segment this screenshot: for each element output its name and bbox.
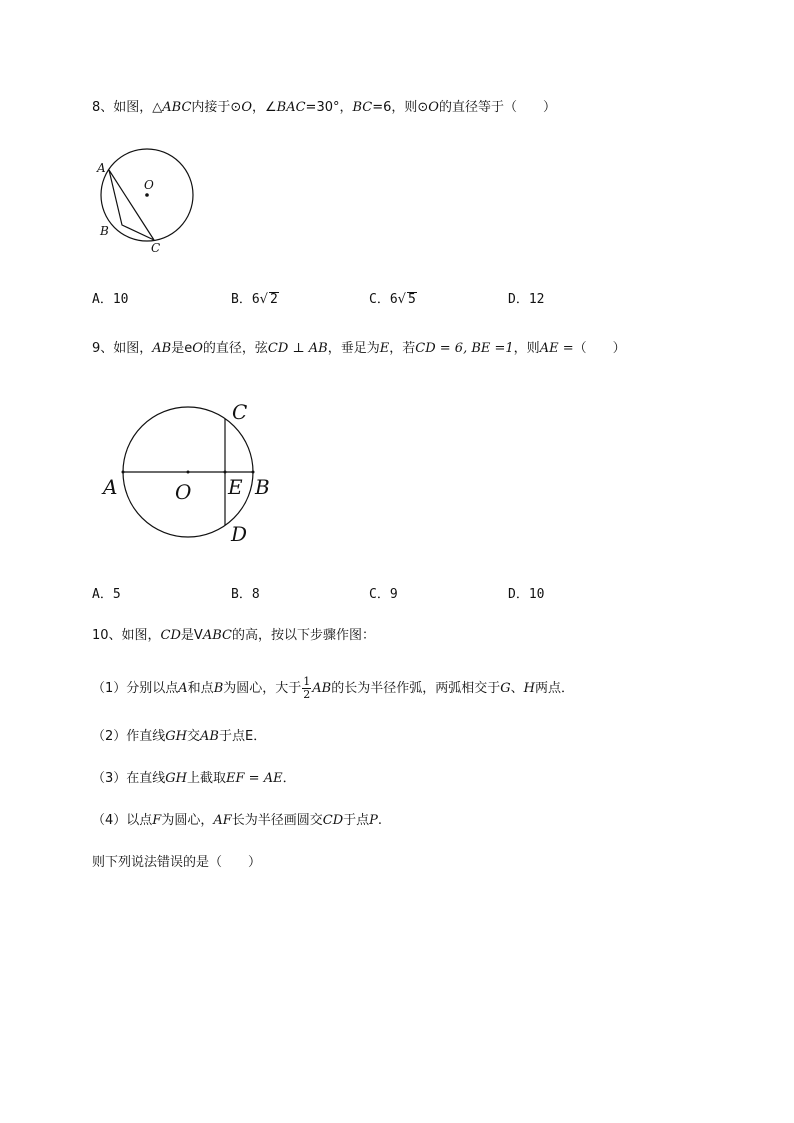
q8-option-a[interactable]: A．10 (92, 292, 129, 307)
q10-step-1: （1）分别以点A和点B为圆心，大于 $\frac{1}{2}$ AB的长为半径作弧，两弧相交于G、H两点． (92, 675, 574, 701)
q8-figure (92, 150, 212, 260)
q8-option-b[interactable]: B．6√ 2 (231, 292, 278, 307)
q10-step-3: （3）在直线GH上截取EF = AE． (92, 771, 296, 786)
q9-option-a[interactable]: A．5 (92, 587, 121, 602)
q8-label-c: C (151, 241, 161, 255)
q9-label-c: C (232, 400, 248, 424)
q8-label-a: A (97, 161, 106, 175)
q9-label-b: B (255, 475, 270, 499)
q9-point-b (252, 471, 255, 474)
q10-step-2: （2）作直线GH交AB于点E． (92, 729, 267, 744)
q9-label-d: D (231, 522, 248, 546)
q8-label-o: O (144, 178, 154, 192)
q9-option-b[interactable]: B．8 (231, 587, 260, 602)
q8-stem: 8、如图，△ABC内接于⊙O，∠BAC=30°，BC=6，则⊙O的直径等于（ ） (92, 100, 556, 115)
q9-label-o: O (175, 480, 192, 504)
q9-option-c[interactable]: C．9 (369, 587, 398, 602)
q9-center-dot (187, 471, 190, 474)
q8-option-d[interactable]: D．12 (508, 292, 545, 307)
q9-label-a: A (103, 475, 118, 499)
q10-fraction-half: $\frac{1}{2}$ (303, 675, 311, 701)
q10-step-4: （4）以点F为圆心，AF长为半径画圆交CD于点P. (92, 813, 383, 828)
q8-label-b: B (100, 224, 109, 238)
q9-point-e (224, 471, 227, 474)
q8-option-c[interactable]: C．6√ 5 (369, 292, 416, 307)
q9-figure (100, 398, 280, 548)
q9-stem: 9、如图，AB是eO的直径，弦CD ⊥ AB，垂足为E，若CD = 6, BE =1，则AE =（ ） (92, 341, 626, 356)
q9-point-a (122, 471, 125, 474)
q10-question: 则下列说法错误的是（ ） (92, 855, 262, 870)
q9-label-e: E (228, 475, 243, 499)
q9-option-d[interactable]: D．10 (508, 587, 545, 602)
q8-center-dot (145, 193, 149, 197)
q10-intro: 10、如图，CD是VABC的高，按以下步骤作图： (92, 628, 375, 643)
